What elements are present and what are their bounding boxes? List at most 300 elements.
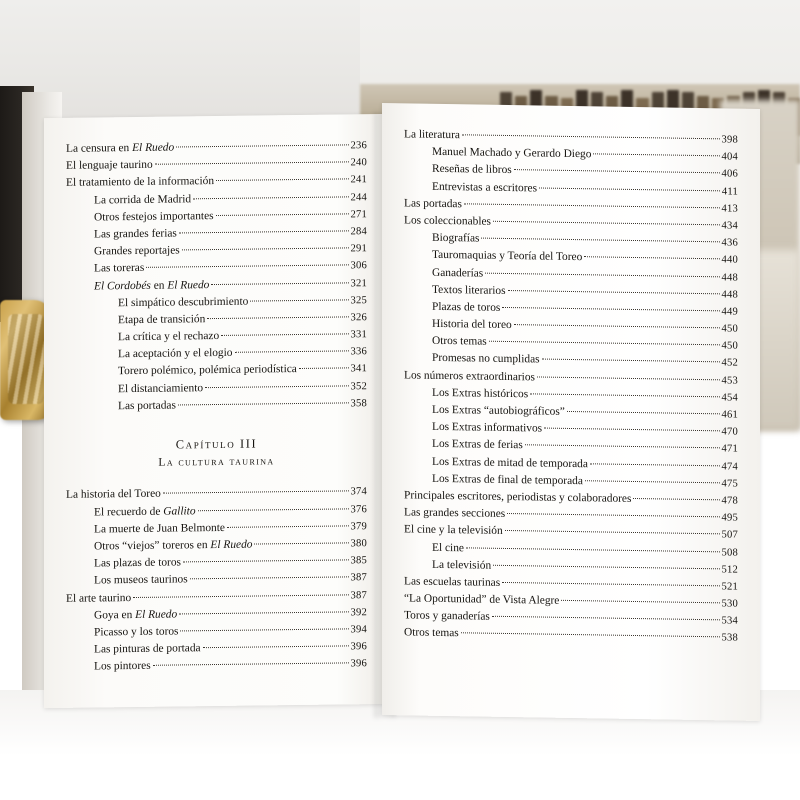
toc-entry-label-text: El arte taurino (66, 591, 132, 605)
toc-entry-label-text: Torero polémico, polémica periodística (118, 363, 297, 378)
toc-entry-label (94, 626, 178, 638)
toc-page-number: 336 (350, 346, 367, 358)
toc-page-number: 306 (350, 260, 367, 272)
toc-entry-label (404, 198, 462, 210)
toc-entry-label-italic: El Cordobés (94, 279, 151, 292)
toc-entry (66, 140, 367, 155)
toc-page-number: 341 (350, 363, 367, 375)
toc-page-number: 508 (721, 546, 738, 559)
toc-entry (432, 405, 738, 421)
toc-page-number: 470 (721, 426, 738, 438)
toc-entry-label (94, 575, 188, 588)
toc-entry-label (404, 525, 503, 538)
toc-entry (432, 302, 738, 318)
toc-entry-label-text: Los pintores (94, 660, 151, 673)
toc-entry-label (432, 388, 528, 401)
toc-leader-dots (593, 153, 719, 157)
toc-entry-label-text: Otros “viejos” toreros en (94, 539, 211, 553)
toc-leader-dots (180, 627, 348, 631)
toc-entry-label-text: Los Extras “autobiográficos” (432, 403, 565, 418)
toc-entry-label-italic: Gallito (163, 504, 196, 518)
toc-entry-label (404, 215, 491, 228)
toc-entry-label-text: El distanciamiento (118, 381, 204, 395)
toc-page-number: 321 (350, 277, 367, 289)
toc-entry-label-text: Tauromaquias y Teoría del Toreo (432, 249, 583, 264)
toc-entry-label (66, 160, 153, 172)
toc-entry-label-text: Textos literarios (432, 283, 506, 297)
toc-leader-dots (203, 644, 349, 648)
toc-page-number: 411 (721, 185, 738, 198)
toc-entry-label-text: “La Oportunidad” de Vista Alegre (404, 592, 560, 607)
toc-page-number: 453 (721, 374, 738, 387)
toc-leader-dots (133, 593, 348, 598)
toc-entry-label (118, 296, 248, 309)
toc-entry (432, 181, 738, 197)
toc-entry-label-text: El simpático descubrimiento (118, 295, 249, 309)
toc-page-number: 291 (350, 243, 367, 255)
toc-entry-label-text: Biografías (432, 231, 480, 245)
chapter-heading (66, 436, 367, 471)
toc-leader-dots (502, 581, 719, 586)
toc-entry-label-text: La historia del Toreo (66, 488, 161, 502)
toc-page-number: 436 (721, 237, 738, 249)
toc-entry-label (404, 593, 559, 607)
toc-entry (404, 198, 738, 215)
toc-entry-label (94, 211, 214, 224)
toc-entry-label (404, 370, 535, 383)
toc-entry-label-text: Principales escritores, periodistas y colaboradores (404, 489, 632, 505)
toc-entry-label (432, 422, 542, 435)
toc-leader-dots (525, 444, 720, 449)
toc-entry-label (404, 628, 459, 640)
toc-page-number: 387 (350, 589, 367, 601)
toc-entry (94, 243, 367, 258)
toc-page-number: 471 (721, 443, 738, 455)
toc-entry-label-text: El cine y la televisión (404, 523, 503, 538)
toc-entry (118, 381, 367, 396)
toc-entry-label (118, 348, 233, 361)
toc-leader-dots (485, 271, 719, 277)
toc-page-number: 448 (721, 289, 738, 301)
toc-entry (94, 504, 367, 519)
toc-entry-label (66, 489, 161, 502)
toc-page-number: 376 (350, 503, 367, 515)
toc-leader-dots (530, 392, 719, 397)
toc-leader-dots (193, 195, 348, 199)
toc-page-number: 495 (721, 512, 738, 524)
toc-leader-dots (464, 202, 720, 208)
toc-entry (118, 312, 367, 327)
toc-page-number: 379 (350, 520, 367, 533)
toc-entry-label-text: Historia del toreo (432, 317, 512, 332)
toc-page-number: 358 (350, 397, 367, 410)
toc-leader-dots (502, 306, 719, 311)
toc-entry (432, 474, 738, 490)
toc-entry (404, 576, 738, 593)
toc-entry (66, 590, 367, 605)
toc-page-number: 448 (721, 271, 738, 284)
toc-entry (118, 295, 367, 310)
toc-page-number: 374 (350, 486, 367, 498)
toc-page-number: 241 (350, 174, 367, 186)
toc-leader-dots (489, 340, 720, 346)
toc-entry (432, 164, 738, 180)
toc-entry (432, 336, 738, 352)
toc-entry (404, 628, 738, 645)
toc-entry (404, 215, 738, 232)
toc-leader-dots (514, 168, 720, 173)
toc-leader-dots (539, 186, 720, 191)
toc-page-number: 352 (350, 380, 367, 392)
toc-entry-label-text: Toros y ganaderías (404, 609, 490, 623)
toc-leader-dots (205, 384, 348, 388)
toc-entry-label (432, 147, 591, 161)
toc-leader-dots (466, 546, 720, 552)
toc-entry (94, 260, 367, 275)
toc-leader-dots (227, 524, 349, 527)
toc-entry-label (94, 540, 252, 553)
toc-entry-label (118, 364, 297, 378)
toc-entry-label-text: La muerte de Juan Belmonte (94, 521, 225, 536)
toc-entry-label (432, 233, 479, 245)
toc-page-number: 475 (721, 478, 738, 490)
toc-page-number: 326 (350, 312, 367, 324)
toc-entry-label-text: La censura en (66, 142, 133, 155)
toc-entry-label-text: La corrida de Madrid (94, 192, 192, 207)
toc-entry-label-text: Goya en (94, 608, 136, 622)
toc-entry (432, 560, 738, 576)
toc-leader-dots (153, 662, 349, 666)
toc-leader-dots (585, 479, 720, 483)
toc-leader-dots (461, 632, 720, 638)
toc-entry (94, 278, 367, 293)
toc-page-number: 449 (721, 306, 738, 318)
toc-entry-label (118, 331, 219, 344)
toc-entry (432, 267, 738, 283)
toc-page-number: 521 (721, 581, 738, 593)
toc-entry-label-text: El lenguaje taurino (66, 158, 153, 173)
toc-leader-dots (492, 615, 720, 621)
toc-entry (94, 209, 367, 224)
toc-leader-dots (178, 401, 349, 405)
toc-entry-label-tail-italic: El Ruedo (167, 278, 210, 292)
toc-page-number: 454 (721, 392, 738, 404)
toc-leader-dots (216, 178, 348, 182)
toc-leader-dots (561, 599, 719, 603)
toc-entry (94, 538, 367, 553)
toc-page-number: 396 (350, 641, 367, 653)
toc-entry-label-text: Los Extras de ferias (432, 438, 523, 452)
toc-page-number: 385 (350, 555, 367, 567)
toc-page-number: 450 (721, 340, 738, 352)
toc-entry-label-text: Entrevistas a escritores (432, 180, 538, 195)
toc-entry-label (432, 542, 464, 554)
toc-entry-label-text: Promesas no cumplidas (432, 352, 540, 366)
toc-entry-label-text: Los museos taurinos (94, 573, 188, 587)
toc-entry-label (118, 383, 203, 395)
toc-entry-label (94, 661, 151, 673)
toc-leader-dots (584, 256, 719, 260)
toc-entry-label (94, 280, 209, 293)
toc-entry (432, 353, 738, 369)
toc-entry-label (432, 353, 540, 366)
toc-page-number: 380 (350, 538, 367, 550)
toc-page-number: 387 (350, 572, 367, 584)
toc-entry (432, 233, 738, 249)
toc-page-number: 507 (721, 529, 738, 541)
toc-entry (404, 508, 738, 525)
toc-leader-dots (537, 375, 720, 380)
toc-entry-label (432, 456, 588, 470)
toc-entry (94, 641, 367, 656)
toc-entry-label-text: Etapa de transición (118, 313, 206, 327)
toc-page-number: 534 (721, 615, 738, 627)
toc-entry (94, 521, 367, 536)
toc-entry-label (432, 164, 512, 177)
toc-page-number: 461 (721, 409, 738, 421)
toc-page-number: 236 (350, 140, 367, 152)
toc-entry-label-text: Los Extras de mitad de temporada (432, 455, 588, 470)
toc-entry (432, 456, 738, 472)
open-book (34, 88, 764, 708)
toc-page-number: 331 (350, 329, 367, 341)
toc-entry-label-italic: El Ruedo (132, 141, 175, 155)
toc-entry-label-text: El tratamiento de la información (66, 175, 215, 190)
toc-entry-label-text: Reseñas de libros (432, 163, 512, 177)
toc-entry (94, 573, 367, 588)
toc-entry (66, 487, 367, 502)
toc-entry-label (94, 263, 144, 275)
toc-entry-label (432, 560, 491, 572)
toc-entry (94, 192, 367, 207)
toc-entry-label (404, 576, 500, 589)
toc-entry-label-text: Otros temas (404, 626, 459, 640)
toc-entry-label (432, 302, 500, 314)
toc-entry-label (118, 400, 176, 412)
toc-entry-label-text: Las toreras (94, 262, 145, 275)
toc-page-number: 398 (721, 134, 738, 146)
toc-entry (404, 370, 738, 387)
toc-page-number: 244 (350, 191, 367, 203)
toc-entry-label-text: La televisión (432, 558, 492, 572)
toc-entry-label-text: La crítica y el rechazo (118, 330, 220, 344)
toc-entry-label (118, 314, 205, 326)
toc-entry-label-text: Ganaderías (432, 266, 484, 280)
toc-leader-dots (505, 529, 720, 534)
toc-leader-dots (462, 133, 720, 139)
toc-page-number: 450 (721, 323, 738, 335)
toc-entry (432, 147, 738, 163)
toc-page-number: 538 (721, 632, 738, 645)
toc-entry (404, 490, 738, 507)
toc-entry-label (404, 508, 505, 521)
toc-entry (432, 250, 738, 266)
toc-entry-label-text: Las plazas de toros (94, 556, 181, 570)
toc-entry (118, 329, 367, 344)
toc-leader-dots (176, 143, 348, 147)
toc-entry (432, 422, 738, 438)
toc-entry-label (94, 228, 177, 240)
toc-entry (94, 624, 367, 639)
toc-page-number: 406 (721, 168, 738, 180)
toc-entry (66, 157, 367, 172)
toc-entry-label-text: Otros festejos importantes (94, 209, 214, 224)
toc-entry (94, 607, 367, 622)
toc-page-number: 392 (350, 606, 367, 619)
toc-entry-label (66, 176, 214, 189)
toc-entry (432, 439, 738, 455)
toc-entry-label (94, 558, 181, 570)
toc-entry-label-text: El cine (432, 541, 464, 554)
toc-entry-label (94, 246, 180, 258)
toc-leader-dots (590, 462, 720, 466)
toc-entry-label (94, 523, 225, 536)
toc-leader-dots (190, 576, 349, 580)
toc-leader-dots (155, 161, 349, 165)
toc-entry (432, 319, 738, 335)
toc-leader-dots (221, 332, 348, 336)
toc-leader-dots (235, 350, 349, 353)
toc-page-number: 404 (721, 151, 738, 163)
toc-entry-label-text: Las escuelas taurinas (404, 575, 501, 589)
toc-page-number: 394 (350, 624, 367, 636)
toc-entry (118, 346, 367, 361)
toc-list-left-top (66, 140, 367, 413)
toc-leader-dots (567, 410, 720, 414)
toc-entry-label-text: Manuel Machado y Gerardo Diego (432, 146, 592, 161)
toc-page-number: 452 (721, 357, 738, 370)
toc-leader-dots (179, 610, 348, 614)
toc-entry-label-text: Las grandes secciones (404, 506, 506, 521)
toc-entry-label (432, 319, 512, 332)
toc-entry-label-text: Los números extraordinarios (404, 369, 535, 384)
toc-entry-label-text: Plazas de toros (432, 300, 501, 314)
toc-leader-dots (216, 212, 349, 216)
toc-page-number: 530 (721, 598, 738, 610)
toc-entry (404, 593, 738, 610)
toc-entry-label (94, 506, 196, 519)
toc-entry-label-text: La literatura (404, 128, 460, 142)
toc-entry-label (94, 643, 201, 656)
toc-list-right (404, 129, 738, 644)
toc-entry-label (404, 490, 631, 505)
toc-leader-dots (211, 281, 348, 285)
toc-entry (404, 611, 738, 628)
toc-entry-label (66, 143, 174, 156)
toc-entry-label (432, 474, 583, 488)
toc-leader-dots (544, 427, 719, 432)
toc-entry (432, 542, 738, 558)
toc-entry (94, 226, 367, 241)
toc-entry-label (94, 194, 191, 207)
toc-entry (432, 285, 738, 301)
toc-entry-label (432, 336, 487, 348)
toc-entry-label-text: Otros temas (432, 335, 487, 348)
toc-entry-label-text: Las portadas (118, 399, 176, 413)
toc-entry-label (404, 129, 460, 141)
toc-page-number: 478 (721, 495, 738, 507)
toc-leader-dots (633, 497, 719, 500)
toc-entry-label-text: Grandes reportajes (94, 244, 180, 258)
toc-entry-label (432, 267, 483, 279)
toc-leader-dots (507, 512, 719, 517)
toc-entry-label-tail: en (150, 279, 168, 292)
toc-page-number: 413 (721, 203, 738, 215)
toc-entry-label-text: Las pinturas de portada (94, 642, 201, 656)
toc-entry-label (404, 611, 490, 624)
toc-leader-dots (493, 563, 719, 569)
toc-leader-dots (163, 490, 349, 494)
toc-leader-dots (182, 247, 349, 251)
toc-entry-label-text: El recuerdo de (94, 505, 164, 519)
toc-leader-dots (254, 541, 348, 544)
chapter-title: La cultura taurina (158, 454, 275, 470)
toc-entry-label-italic: El Ruedo (135, 608, 178, 621)
toc-entry-label-text: La aceptación y el elogio (118, 347, 233, 361)
toc-entry-label-text: Los Extras de final de temporada (432, 472, 583, 487)
toc-leader-dots (146, 264, 348, 268)
toc-entry-label-text: Los coleccionables (404, 214, 491, 228)
toc-page-number: 434 (721, 220, 738, 232)
toc-leader-dots (514, 323, 720, 328)
toc-entry (404, 129, 738, 146)
right-page (382, 103, 760, 721)
toc-list-left-bottom (66, 487, 367, 674)
toc-entry-label-text: Picasso y los toros (94, 625, 179, 639)
toc-leader-dots (183, 559, 349, 563)
toc-entry (432, 388, 738, 404)
toc-leader-dots (198, 507, 349, 511)
toc-leader-dots (179, 229, 349, 233)
toc-entry-label-text: Las portadas (404, 197, 462, 211)
toc-leader-dots (250, 298, 348, 301)
toc-leader-dots (299, 367, 349, 370)
chapter-number: Capítulo III (175, 436, 258, 452)
toc-entry-label-text: Los Extras informativos (432, 421, 543, 435)
toc-leader-dots (542, 358, 720, 363)
toc-leader-dots (508, 289, 720, 294)
left-page (44, 114, 389, 708)
toc-entry (404, 525, 738, 542)
toc-entry (118, 398, 367, 413)
toc-entry (94, 555, 367, 570)
toc-entry (66, 175, 367, 190)
toc-page-number: 474 (721, 460, 738, 473)
toc-entry-label (94, 609, 177, 621)
toc-leader-dots (207, 315, 348, 319)
toc-entry (118, 364, 367, 379)
toc-page-number: 271 (350, 208, 367, 221)
toc-entry-label (432, 181, 537, 194)
toc-leader-dots (481, 237, 719, 243)
toc-leader-dots (493, 220, 720, 226)
toc-page-number: 512 (721, 564, 738, 576)
toc-entry-label (432, 439, 523, 452)
toc-page-number: 240 (350, 157, 367, 169)
toc-entry-label (432, 405, 565, 418)
toc-entry-label-text: Las grandes ferias (94, 227, 177, 241)
toc-page-number: 396 (350, 658, 367, 670)
toc-entry-label (432, 285, 506, 298)
toc-page-number: 440 (721, 254, 738, 266)
toc-page-number: 284 (350, 226, 367, 238)
toc-entry-label (432, 250, 582, 264)
toc-entry-label-italic: El Ruedo (210, 538, 253, 552)
toc-entry (94, 658, 367, 673)
toc-page-number: 325 (350, 294, 367, 307)
toc-entry-label (66, 593, 131, 605)
toc-entry-label-text: Los Extras históricos (432, 386, 529, 401)
